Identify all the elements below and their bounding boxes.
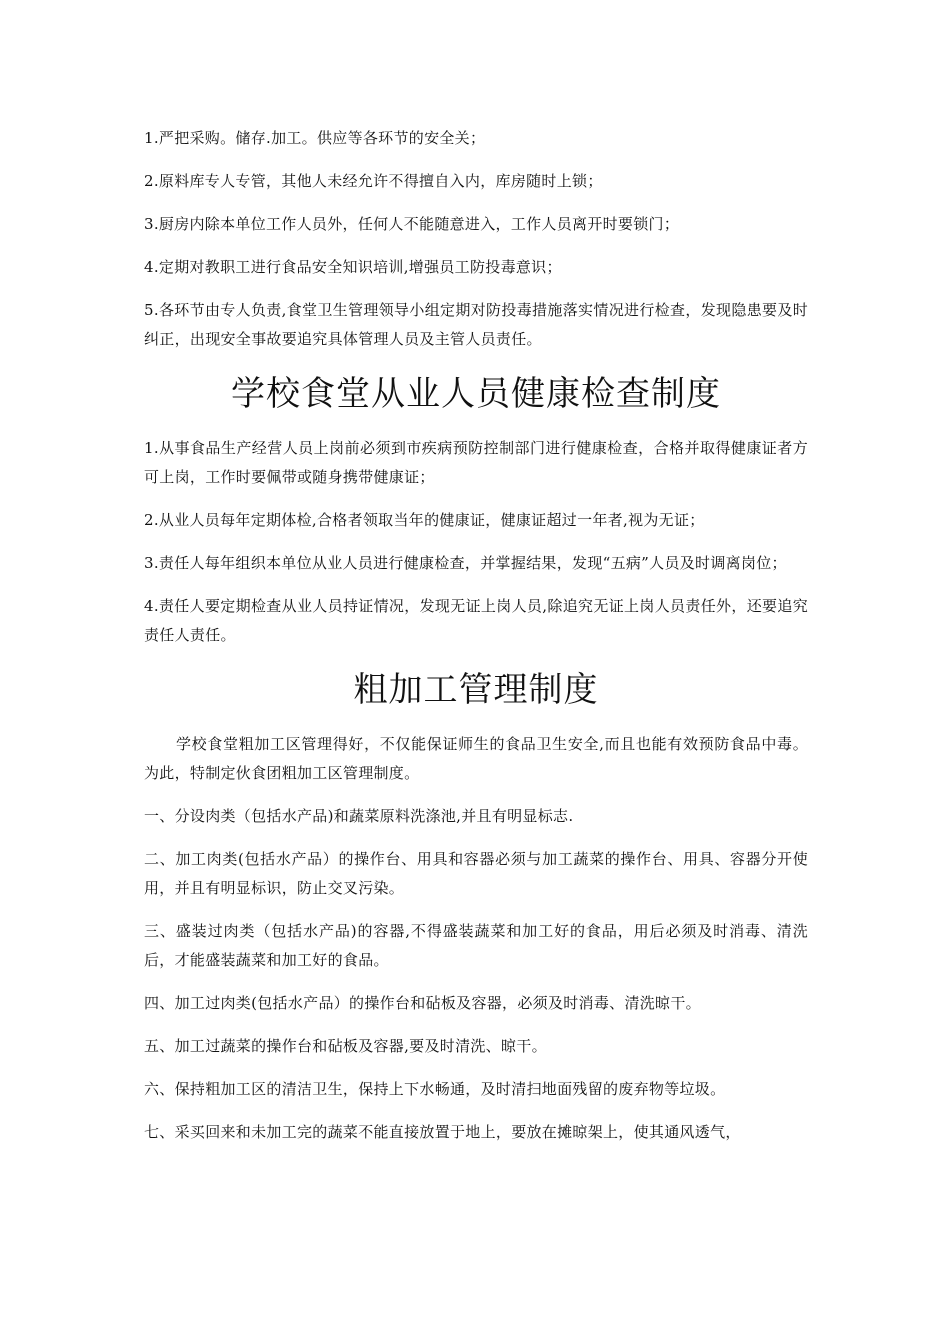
rough-processing-rules [144,730,808,1147]
rule-item: 3.责任人每年组织本单位从业人员进行健康检查，并掌握结果，发现“五病”人员及时调离岗位； [144,554,787,572]
rule-item: 2.原料库专人专管，其他人未经允许不得擅自入内，库房随时上锁； [144,172,603,190]
rule-item: 二、加工肉类(包括水产品）的操作台、用具和容器必须与加工蔬菜的操作台、用具、容器分开使用，并且有明显标识，防止交叉污染。 [144,850,808,897]
document-body [144,124,808,1161]
rule-item: 4.责任人要定期检查从业人员持证情况，发现无证上岗人员,除追究无证上岗人员责任外，还要追究责任人责任。 [144,597,808,644]
anti-poisoning-rules [144,124,808,354]
rule-item: 一、分设肉类（包括水产品)和蔬菜原料洗涤池,并且有明显标志. [144,807,574,825]
rule-item: 3.厨房内除本单位工作人员外，任何人不能随意进入，工作人员离开时要锁门； [144,215,680,233]
health-check-rules [144,434,808,650]
rule-item: 4.定期对教职工进行食品安全知识培训,增强员工防投毒意识； [144,258,562,276]
rule-item: 1.从事食品生产经营人员上岗前必须到市疾病预防控制部门进行健康检查，合格并取得健康证者方可上岗，工作时要佩带或随身携带健康证； [144,439,808,486]
rule-item: 三、盛装过肉类（包括水产品)的容器,不得盛装蔬菜和加工好的食品，用后必须及时消毒、清洗后，才能盛装蔬菜和加工好的食品。 [144,922,808,969]
rule-item: 四、加工过肉类(包括水产品）的操作台和砧板及容器，必须及时消毒、清洗晾干。 [144,994,701,1012]
rough-processing-title: 粗加工管理制度 [353,670,599,710]
rule-item: 七、采买回来和未加工完的蔬菜不能直接放置于地上，要放在摊晾架上，使其通风透气， [144,1123,741,1141]
rule-item: 2.从业人员每年定期体检,合格者领取当年的健康证，健康证超过一年者,视为无证； [144,511,705,529]
intro-paragraph: 学校食堂粗加工区管理得好，不仅能保证师生的食品卫生安全,而且也能有效预防食品中毒。为此，特制定伙食团粗加工区管理制度。 [144,735,808,782]
rule-item: 五、加工过蔬菜的操作台和砧板及容器,要及时清洗、晾干。 [144,1037,547,1055]
rule-item: 1.严把采购。储存.加工。供应等各环节的安全关； [144,129,486,147]
rule-item: 六、保持粗加工区的清洁卫生，保持上下水畅通，及时清扫地面残留的废弃物等垃圾。 [144,1080,726,1098]
health-check-title: 学校食堂从业人员健康检查制度 [231,374,721,414]
rule-item: 5.各环节由专人负责,食堂卫生管理领导小组定期对防投毒措施落实情况进行检查，发现隐患要及时纠正，出现安全事故要追究具体管理人员及主管人员责任。 [144,301,808,348]
